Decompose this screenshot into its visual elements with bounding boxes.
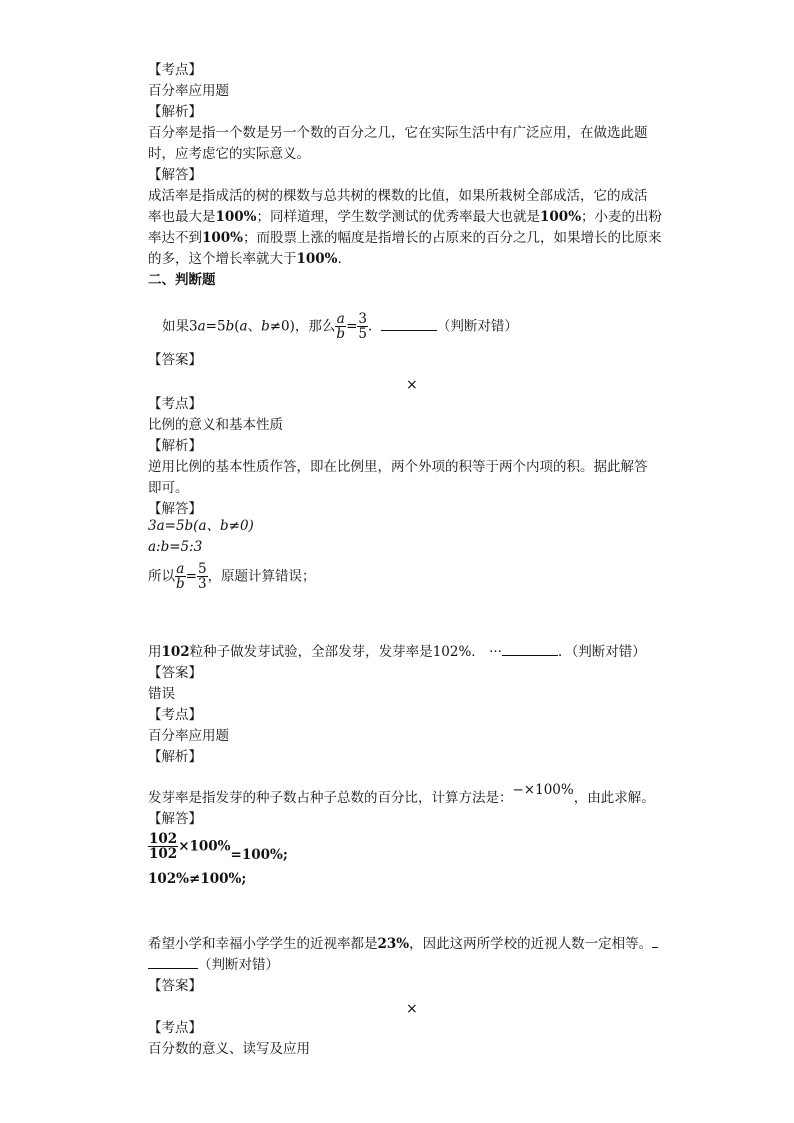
kaodian-label-q2: 【考点】	[148, 707, 202, 723]
jieda-line-1a: 成活率是指成活的树的棵数与总共树的棵数的比值，如果所栽树全部成活，它的成活	[148, 188, 648, 204]
jiexi-line-1b: 时，应考虑它的实际意义。	[148, 146, 310, 162]
fraction-102-over-102: $\frac{102}{102}$	[149, 831, 178, 863]
jieda-q1-line3: 所以 $\frac{a}{b}$ = $\frac{5}{3}$ ，原题计算错误；	[148, 561, 316, 593]
jieda-q1-line2: a:b=5:3	[148, 539, 203, 555]
kaodian-text-q2: 百分率应用题	[148, 728, 229, 744]
jieda-line-1d: 的多，这个增长率就大于100%.	[148, 251, 342, 267]
jieda-label-1: 【解答】	[148, 167, 202, 183]
fraction-5-over-3: $\frac{5}{3}$	[197, 561, 207, 593]
answer-q2: 错误	[148, 686, 175, 702]
answer-q3: ×	[406, 1001, 418, 1017]
jieda-line-1b: 率也最大是100%；同样道理，学生数学测试的优秀率最大也就是100%；小麦的出粉	[148, 209, 663, 225]
jiexi-q2: 发芽率是指发芽的种子数占种子总数的百分比，计算方法是：−×100%，由此求解。	[148, 782, 655, 806]
question-2: 用102粒种子做发芽试验，全部发芽，发芽率是102%. ··· ．（判断对错）	[148, 644, 646, 660]
question-3-tail: （判断对错）	[148, 959, 279, 973]
kaodian-label-q3: 【考点】	[148, 1020, 202, 1036]
kaodian-text-1: 百分率应用题	[148, 83, 229, 99]
jiexi-label-q1: 【解析】	[148, 438, 202, 454]
question-1: 如果3a=5b(a、b≠0)，那么 $\frac{a}{b}$ = $\frac{3}{5}$ . （判断对错）	[162, 311, 518, 343]
answer-blank-1[interactable]	[381, 330, 437, 331]
daan-label-q1: 【答案】	[148, 352, 202, 368]
jieda-label-q1: 【解答】	[148, 501, 202, 517]
kaodian-label-1: 【考点】	[148, 62, 202, 78]
jieda-q2-line2: 102%≠100%;	[148, 871, 247, 887]
jieda-label-q2: 【解答】	[148, 811, 202, 827]
jiexi-label-1: 【解析】	[148, 104, 202, 120]
answer-q1: ×	[406, 377, 418, 393]
daan-label-q3: 【答案】	[148, 978, 202, 994]
jieda-q2-line1: $\frac{102}{102}$ ×100%=100%;	[149, 831, 288, 863]
daan-label-q2: 【答案】	[148, 665, 202, 681]
jiexi-line-q1a: 逆用比例的基本性质作答，即在比例里，两个外项的积等于两个内项的积。据此解答	[148, 459, 648, 475]
answer-blank-3[interactable]	[148, 968, 198, 969]
kaodian-text-q3: 百分数的意义、读写及应用	[148, 1041, 310, 1057]
answer-blank-2[interactable]	[502, 655, 558, 656]
jiexi-line-q1b: 即可。	[148, 480, 189, 496]
kaodian-text-q1: 比例的意义和基本性质	[148, 417, 283, 433]
fraction-a-over-b: $\frac{a}{b}$	[336, 311, 346, 343]
fraction-a-over-b-2: $\frac{a}{b}$	[176, 561, 185, 593]
jieda-line-1c: 率达不到100%；而股票上涨的幅度是指增长的占原来的百分之几，如果增长的比原来	[148, 230, 662, 246]
jiexi-label-q2: 【解析】	[148, 749, 202, 765]
section-title: 二、判断题	[148, 272, 216, 288]
kaodian-label-q1: 【考点】	[148, 396, 202, 412]
answer-blank-3-start[interactable]	[652, 947, 658, 948]
jieda-q1-line1: 3a=5b(a、b≠0)	[148, 518, 254, 534]
fraction-3-over-5: $\frac{3}{5}$	[358, 311, 367, 343]
question-3: 希望小学和幸福小学学生的近视率都是23%，因此这两所学校的近视人数一定相等。	[148, 938, 658, 952]
jiexi-line-1a: 百分率是指一个数是另一个数的百分之几，它在实际生活中有广泛应用，在做选此题	[148, 125, 648, 141]
